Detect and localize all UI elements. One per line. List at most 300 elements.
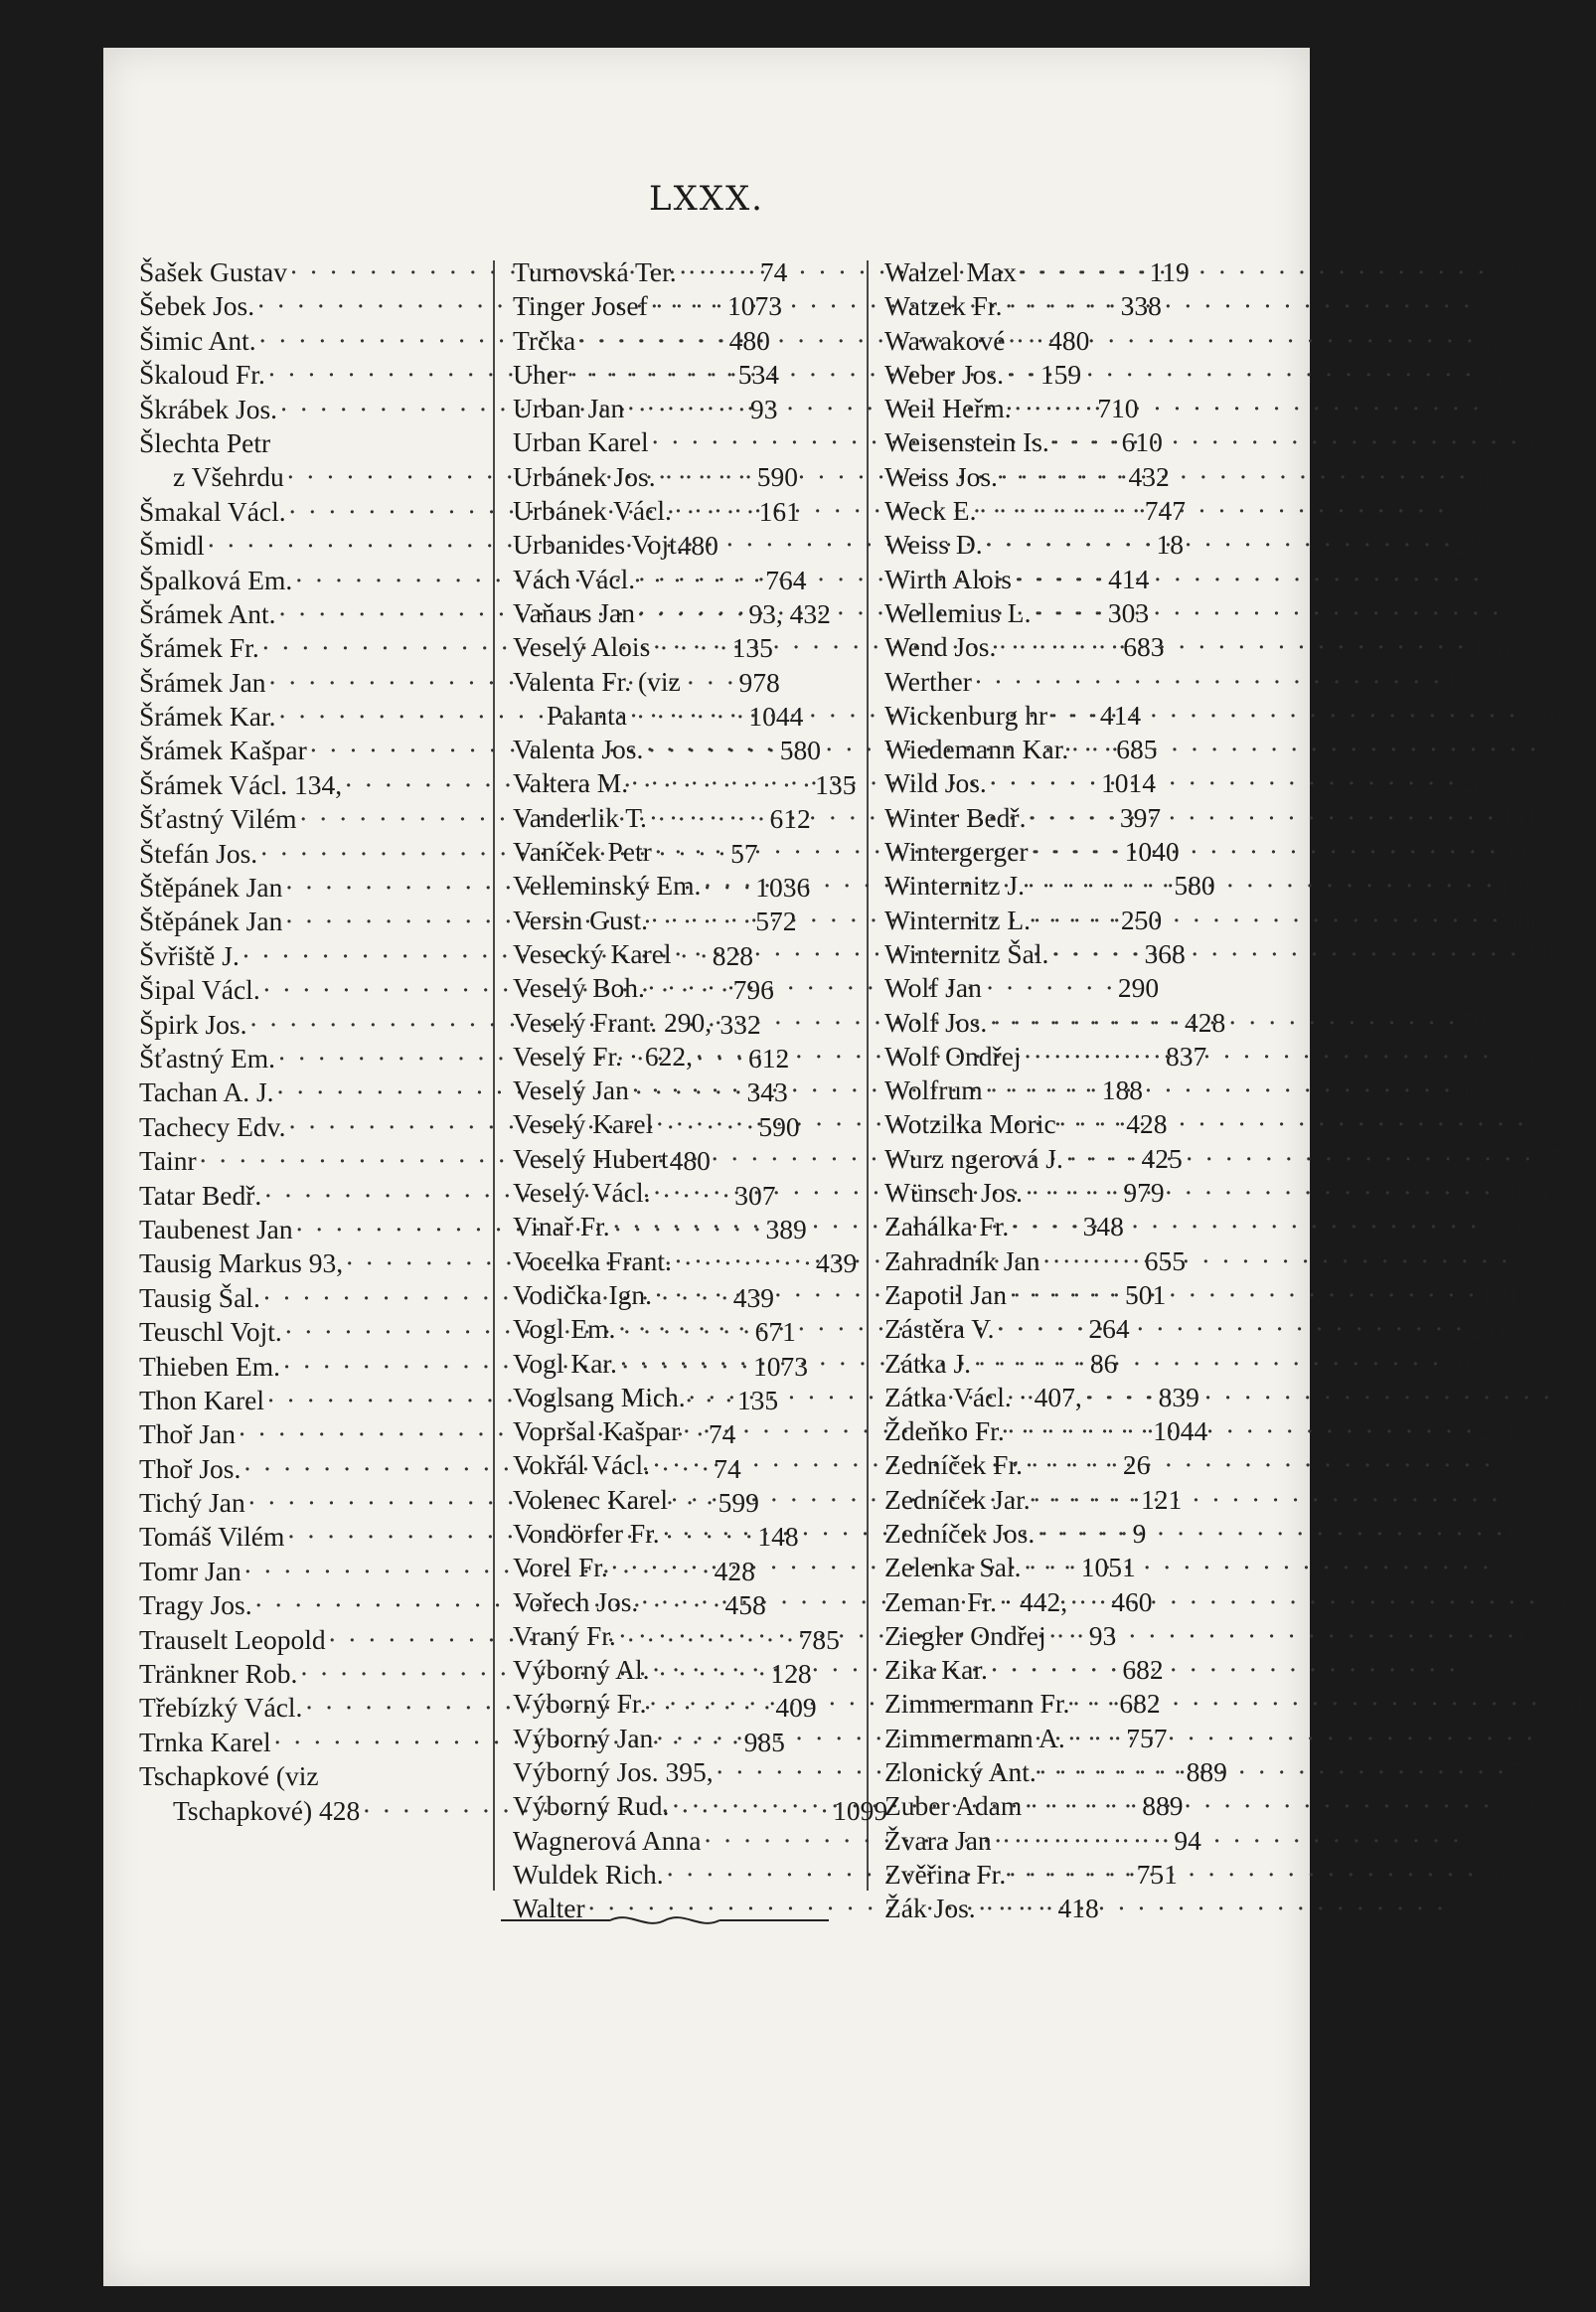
entry-name: Vodička Ign.: [513, 1278, 653, 1310]
entry-name: Šrámek Kar.: [139, 701, 276, 733]
leader-dots: [1025, 870, 1498, 902]
entry-page-number: 751: [1503, 1483, 1544, 1515]
entry-page-number: 161: [758, 495, 800, 527]
entry-page-number: 286: [1455, 529, 1497, 561]
entry-page-number: 121: [1140, 1483, 1183, 1515]
entry-name: Vopršal Kašpar: [513, 1415, 681, 1447]
entry-page-number: 764: [765, 564, 807, 595]
entry-page-number: 119: [1149, 256, 1190, 287]
index-entry: [884, 1108, 1570, 1142]
entry-page-number: 1014: [1101, 767, 1156, 799]
entry-page-number: 739: [1537, 1722, 1579, 1753]
index-entry: [884, 1858, 1520, 1893]
index-entry: [884, 937, 1563, 972]
entry-page-number: 159: [1039, 358, 1082, 390]
entry-page-number: 443: [1540, 1585, 1582, 1617]
entry-page-number: 1051: [1080, 1552, 1136, 1583]
entry-page-number: 534: [737, 359, 779, 391]
entry-name: Wiedemann Kar.: [884, 734, 1069, 765]
entry-name: Zátka J.: [884, 1347, 972, 1379]
entry-page-number: 716: [1504, 596, 1545, 628]
leader-dots: [1068, 734, 1541, 765]
entry-name: Veselý Frant. 290,: [513, 1006, 713, 1038]
entry-page-number: 428: [1126, 1108, 1168, 1140]
index-entry: [884, 1347, 1486, 1382]
entry-name: Vořech Jos.: [513, 1585, 639, 1617]
entry-name: Šašek Gustav: [139, 256, 287, 287]
entry-name: Wurz ngerová J.: [884, 1142, 1063, 1174]
entry-page-number: 785: [798, 1623, 840, 1655]
entry-name: Tomr Jan: [139, 1555, 241, 1586]
entry-name: Urban Karel: [513, 426, 649, 458]
entry-name: Tausig Šal.: [139, 1281, 260, 1313]
entry-page-number: 612: [747, 1042, 790, 1073]
leader-dots: [988, 1654, 1461, 1686]
entry-name: Šipal Václ.: [139, 974, 260, 1006]
entry-name: Vokřál Václ.: [513, 1449, 650, 1481]
index-entry: [884, 426, 1550, 460]
index-entry: [884, 631, 1511, 665]
entry-page-number: 54: [1521, 426, 1550, 458]
entry-name: Šlechta Petr: [139, 426, 271, 458]
entry-name: Výborný Al.: [513, 1654, 650, 1686]
entry-name: Wotzilka Moric: [884, 1108, 1056, 1140]
entry-page-number: 74: [714, 1452, 741, 1484]
entry-name: Wickenburg hr: [884, 699, 1048, 731]
entry-page-number: 230: [1521, 937, 1563, 969]
entry-page-number: 796: [732, 974, 774, 1006]
index-entry: [884, 1790, 1536, 1824]
entry-page-number: 612: [769, 803, 811, 835]
entry-page-number: 458: [724, 1589, 766, 1621]
entry-name: Šmakal Václ.: [139, 495, 286, 527]
entry-name: Vondörfer Fr.: [513, 1517, 660, 1549]
entry-page-number: 97: [1475, 290, 1503, 322]
index-entry: [884, 767, 1501, 801]
index-entry: [884, 1381, 1596, 1415]
entry-name: Žák Jos.: [884, 1893, 976, 1924]
entry-page-number: 685: [1116, 734, 1158, 765]
entry-name: Trnka Karel: [139, 1726, 271, 1757]
entry-page-number: 148: [757, 1521, 799, 1553]
entry-name: Wawakové: [884, 324, 1006, 356]
entry-page-number: 839: [1158, 1381, 1199, 1412]
entry-page-number: 590: [1509, 1756, 1550, 1788]
entry-name: Výborný Jos. 395,: [513, 1756, 714, 1788]
entry-page-number: 580: [1174, 870, 1215, 902]
entry-page-number: 503: [1528, 1108, 1570, 1140]
entry-name: Wolf Ondřej: [884, 1040, 1022, 1072]
leader-dots: [1048, 938, 1521, 970]
index-entry: [884, 734, 1596, 767]
entry-page-number: 93: [749, 393, 778, 424]
entry-page-number: 889: [1142, 1790, 1184, 1822]
leader-dots: [1056, 1108, 1529, 1140]
entry-page-number: 1073: [752, 1350, 808, 1382]
index-entry: [884, 1278, 1534, 1313]
index-page: [103, 48, 1596, 2286]
leader-dots: [1031, 597, 1504, 629]
entry-name: Velleminský Em.: [513, 870, 702, 902]
entry-page-number: 405: [1470, 460, 1513, 492]
leader-dots: [1067, 1586, 1540, 1618]
entry-page-number: 18: [1156, 529, 1185, 561]
leader-dots: [1022, 1041, 1495, 1073]
entry-page-number: 683: [1123, 631, 1165, 663]
entry-name: Zedníček Fr.: [884, 1449, 1023, 1481]
entry-name: Valenta Jos.: [513, 734, 644, 765]
entry-name: Tatar Bedř.: [139, 1179, 262, 1211]
entry-name: Winternitz J.: [884, 870, 1025, 902]
entry-page-number: 425: [1513, 1244, 1554, 1276]
entry-page-number: 710: [1097, 393, 1139, 424]
entry-name: Veselý Hubert: [513, 1142, 669, 1174]
leader-dots: [1082, 1382, 1555, 1413]
entry-name: Valtera M.: [513, 767, 629, 799]
entry-name: Wünsch Jos.: [884, 1177, 1024, 1209]
entry-page-number: 480: [669, 1145, 711, 1177]
entry-name: Tränkner Rob.: [139, 1658, 298, 1690]
entry-name: Tschapkové) 428: [173, 1794, 361, 1826]
entry-name: Šrámek Ant.: [139, 597, 276, 629]
entry-name: Vách Václ.: [513, 563, 636, 594]
entry-page-number: 418: [1057, 1893, 1099, 1924]
entry-page-number: 610: [1542, 1688, 1584, 1720]
entry-name: Wintergerger: [884, 836, 1029, 868]
entry-name: Valenta Fr. (viz: [513, 665, 681, 697]
leader-dots: [972, 666, 1445, 698]
entry-name: Šťastný Vilém: [139, 803, 297, 835]
entry-name: Turnovská Ter.: [513, 256, 677, 287]
leader-dots: [983, 1074, 1456, 1106]
entry-page-number: 1044: [748, 701, 804, 733]
entry-name: Zapotil Jan: [884, 1278, 1007, 1310]
entry-name: Voglsang Mich.: [513, 1381, 686, 1412]
entry-page-number: 422: [1478, 324, 1519, 356]
entry-name: Vesecký Karel: [513, 937, 672, 969]
entry-page-number: 1019: [1479, 1278, 1534, 1310]
entry-name: Teuschl Vojt.: [139, 1316, 282, 1348]
index-entry: [884, 495, 1491, 529]
entry-page-number: 291: [1467, 1313, 1509, 1345]
entry-page-number: 26: [1122, 1449, 1151, 1481]
entry-page-number: 389: [765, 1213, 807, 1244]
leader-dots: [1069, 1688, 1542, 1720]
entry-page-number: 572: [755, 906, 797, 937]
entry-page-number: 9: [1132, 1517, 1147, 1549]
entry-name: Šrámek Václ. 134,: [139, 768, 343, 800]
entry-page-number: 443: [1476, 358, 1518, 390]
leader-dots: [1065, 1723, 1538, 1754]
entry-name: Zástěra V.: [884, 1313, 995, 1345]
entry-page-number: 414: [1108, 563, 1150, 594]
entry-page-number: 751: [1136, 1858, 1178, 1890]
entry-name: Wolfrum: [884, 1074, 983, 1106]
entry-page-number: 682: [1122, 1654, 1164, 1686]
entry-name: Vaníček Petr: [513, 836, 652, 868]
entry-name: Thieben Em.: [139, 1350, 281, 1382]
entry-page-number: 348: [1082, 1211, 1124, 1242]
entry-name: Škrábek Jos.: [139, 393, 278, 424]
entry-page-number: 397: [1119, 801, 1162, 833]
leader-dots: [1037, 1756, 1510, 1788]
leader-dots: [1012, 393, 1485, 424]
entry-name: Wuldek Rich.: [513, 1858, 664, 1890]
entry-page-number: 128: [770, 1658, 812, 1690]
entry-page-number: 480: [728, 324, 770, 356]
entry-page-number: 135: [731, 632, 773, 664]
entry-page-number: 1019: [1541, 734, 1596, 765]
entry-page-number: 889: [1186, 1756, 1227, 1788]
index-entry: [884, 1177, 1550, 1211]
entry-name: z Všehrdu: [173, 461, 284, 493]
entry-page-number: 480: [677, 530, 718, 562]
entry-name: Urbanides Vojt.: [513, 529, 684, 561]
entry-page-number: 148: [1444, 665, 1487, 697]
entry-name: Trčka: [513, 324, 576, 356]
entry-page-number: 369: [1489, 256, 1531, 287]
entry-name: Ždeňko Fr.: [884, 1415, 1005, 1447]
entry-page-number: 388: [1503, 904, 1545, 935]
entry-name: Vogl Em.: [513, 1313, 616, 1345]
entry-name: Thon Karel: [139, 1384, 264, 1415]
entry-name: Wolf Jos.: [884, 1006, 988, 1038]
leader-dots: [1049, 426, 1522, 458]
entry-page-number: 211: [1477, 1415, 1517, 1447]
entry-page-number: 428: [1185, 1006, 1226, 1038]
index-entry: [884, 1244, 1554, 1279]
entry-name: Šimic Ant.: [139, 324, 256, 356]
index-entry: [884, 1893, 1490, 1926]
entry-page-number: 590: [758, 1110, 800, 1142]
entry-name: Zátka Václ. · 407,: [884, 1381, 1082, 1412]
entry-name: Tachan A. J.: [139, 1076, 274, 1108]
entry-page-number: 135: [815, 768, 857, 800]
leader-dots: [1035, 1518, 1508, 1550]
entry-page-number: 460: [1111, 1585, 1153, 1617]
entry-page-number: 590: [756, 461, 798, 493]
entry-page-number: 458: [1469, 631, 1511, 663]
leader-dots: [971, 1348, 1444, 1380]
entry-name: Zahálka Fr.: [884, 1211, 1010, 1242]
entry-page-number: 414: [1099, 699, 1142, 731]
entry-name: Šrámek Jan: [139, 666, 266, 698]
index-entry: [884, 972, 1220, 1006]
entry-name: Weck E.: [884, 495, 977, 527]
entry-page-number: 441: [1499, 801, 1540, 833]
entry-name: Šťastný Em.: [139, 1042, 276, 1073]
leader-dots: [1047, 700, 1520, 732]
index-entry: [884, 1006, 1502, 1041]
entry-name: Urbánek Jos.: [513, 460, 656, 492]
entry-page-number: 332: [719, 1008, 761, 1040]
leader-dots: [1002, 290, 1475, 322]
entry-name: Wellemius L.: [884, 596, 1032, 628]
entry-page-number: 250: [1120, 904, 1163, 935]
entry-name: Tachecy Edv.: [139, 1110, 286, 1142]
entry-page-number: 480: [1048, 324, 1090, 356]
leader-dots: [1012, 564, 1485, 595]
entry-page-number: 839: [1494, 1040, 1535, 1072]
entry-name: Šrámek Fr.: [139, 632, 259, 664]
entry-name: Walzel Max: [884, 256, 1017, 287]
entry-page-number: 93, 432: [748, 597, 831, 629]
entry-name: Zeman Fr. · 442,: [884, 1585, 1068, 1617]
entry-page-number: 106: [1443, 1347, 1486, 1379]
entry-name: Vraný Fr.: [513, 1619, 616, 1651]
entry-page-number: 94: [1174, 1824, 1201, 1856]
entry-name: Uher: [513, 358, 567, 390]
entry-name: Vanderlik T.: [513, 801, 647, 833]
entry-page-number: 580: [779, 735, 821, 766]
entry-name: Walter: [513, 1893, 585, 1924]
entry-name: Weil Heřm.: [884, 393, 1012, 424]
index-entry: [884, 393, 1539, 426]
entry-name: Škaloud Fr.: [139, 359, 265, 391]
entry-name: Špirk Jos.: [139, 1008, 247, 1040]
entry-page-number: 264: [1088, 1313, 1130, 1345]
entry-name: Thoř Jos.: [139, 1452, 241, 1484]
entry-page-number: 747: [1144, 495, 1187, 527]
entry-name: Weiss D.: [884, 529, 983, 561]
index-entry: [884, 1722, 1579, 1756]
leader-dots: [1009, 1211, 1482, 1242]
entry-page-number: 597: [1460, 1006, 1502, 1038]
entry-name: Zuber Adam: [884, 1790, 1023, 1822]
entry-name: Zika Kar.: [884, 1654, 988, 1686]
entry-page-number: 599: [718, 1487, 759, 1519]
entry-page-number: 432: [1128, 460, 1170, 492]
entry-page-number: 307: [734, 1179, 776, 1211]
entry-page-number: 135: [736, 1384, 779, 1415]
entry-name: Tausig Markus 93,: [139, 1247, 344, 1279]
entry-name: Zlonický Ant.: [884, 1756, 1037, 1788]
index-entry: [884, 1211, 1523, 1244]
entry-page-number: 942: [1495, 1790, 1536, 1822]
leader-dots: [992, 1825, 1465, 1857]
index-entry: [884, 1415, 1517, 1449]
index-entry: [884, 1824, 1505, 1859]
index-entry: [139, 1760, 471, 1794]
entry-page-number: 1044: [1153, 1415, 1208, 1447]
entry-page-number: 1036: [755, 872, 811, 904]
leader-dots: [1031, 905, 1504, 936]
entry-name: Veselý Boh.: [513, 972, 645, 1004]
entry-name: Winter Bedř.: [884, 801, 1027, 833]
entry-page-number: 74: [708, 1418, 736, 1450]
index-entry: [884, 801, 1540, 836]
entry-name: Zelenka Sal.: [884, 1552, 1022, 1583]
entry-page-number: 711: [1464, 1824, 1505, 1856]
leader-dots: [1031, 1484, 1504, 1516]
index-entry: [884, 1483, 1544, 1518]
entry-name: Wolf Jan: [884, 972, 982, 1004]
entry-page-number: 755: [1484, 563, 1526, 594]
entry-name: Zahradník Jan: [884, 1244, 1040, 1276]
entry-name: Wirth Alois: [884, 563, 1012, 594]
entry-name: Šrámek Kašpar: [139, 735, 307, 766]
entry-page-number: 671: [754, 1316, 796, 1348]
entry-name: Trauselt Leopold: [139, 1623, 326, 1655]
entry-page-number: 309: [1449, 495, 1491, 527]
entry-name: Vogl Kar.: [513, 1347, 617, 1379]
index-entry: [884, 529, 1497, 563]
entry-name: Žvara Jan: [884, 1824, 992, 1856]
leader-dots: [1022, 1790, 1495, 1822]
entry-page-number: 696: [1518, 1619, 1560, 1651]
entry-name: Urbánek Václ.: [513, 495, 672, 527]
leader-dots: [1046, 1620, 1519, 1652]
entry-page-number: 837: [1165, 1040, 1207, 1072]
entry-page-number: 1034: [1484, 393, 1539, 424]
entry-name: Tomáš Vilém: [139, 1521, 285, 1553]
index-entry: [884, 290, 1503, 324]
entry-name: Taubenest Jan: [139, 1213, 293, 1244]
entry-name: Vorel Fr.: [513, 1552, 608, 1583]
entry-name: Weisenstein Is.: [884, 426, 1049, 458]
entry-page-number: 377: [1494, 1552, 1535, 1583]
entry-page-number: 303: [1107, 596, 1150, 628]
index-entry: [884, 460, 1513, 495]
entry-page-number: 343: [746, 1076, 788, 1108]
end-ornament: [501, 1908, 829, 1932]
entry-name: Štefán Jos.: [139, 837, 258, 869]
entry-page-number: 86: [1089, 1347, 1118, 1379]
entry-page-number: 439: [732, 1281, 774, 1313]
index-entry: [884, 563, 1526, 597]
entry-name: Ziegler Ondřej: [884, 1619, 1046, 1651]
entry-page-number: 188: [1497, 870, 1539, 902]
leader-dots: [987, 767, 1460, 799]
entry-page-number: 188: [1101, 1074, 1144, 1106]
index-entry: [884, 1142, 1564, 1177]
entry-name: Weiss Jos.: [884, 460, 998, 492]
leader-dots: [1005, 325, 1478, 357]
entry-page-number: 428: [714, 1555, 755, 1586]
index-entry: [884, 1074, 1484, 1108]
entry-name: Zedníček Jos.: [884, 1517, 1036, 1549]
index-entry: [884, 1040, 1535, 1074]
entry-name: Výborný Rud.: [513, 1790, 670, 1822]
entry-name: Tinger Josef: [513, 290, 648, 322]
index-entry: [884, 1517, 1549, 1552]
entry-page-number: 501: [1124, 1278, 1167, 1310]
leader-dots: [1040, 1245, 1514, 1277]
index-column-3: [884, 256, 1596, 1927]
entry-page-number: 425: [1141, 1142, 1183, 1174]
entry-page-number: 290: [1117, 972, 1160, 1004]
leader-dots: [976, 1893, 1449, 1924]
entry-name: Veselý Václ.: [513, 1177, 651, 1209]
entry-name: Tichý Jan: [139, 1487, 245, 1519]
entry-name: Třebízký Václ.: [139, 1692, 303, 1724]
entry-name: Šmidl: [139, 530, 205, 562]
index-entry: [884, 1619, 1560, 1654]
entry-page-number: 1040: [1124, 836, 1180, 868]
entry-name: Volenec Karel: [513, 1483, 669, 1515]
index-entry: [884, 1585, 1582, 1620]
entry-name: Wild Jos.: [884, 767, 987, 799]
entry-name: Watzek Fr.: [884, 290, 1003, 322]
entry-page-number: 755: [1495, 1449, 1537, 1481]
entry-name: Winternitz Šal.: [884, 937, 1049, 969]
entry-name: Winternitz L.: [884, 904, 1032, 935]
index-entry: [884, 1313, 1509, 1347]
entry-name: Štěpánek Jan: [139, 906, 283, 937]
entry-page-number: 280: [1459, 767, 1501, 799]
index-entry: [884, 324, 1519, 359]
entry-page-number: 1014: [1495, 1177, 1550, 1209]
